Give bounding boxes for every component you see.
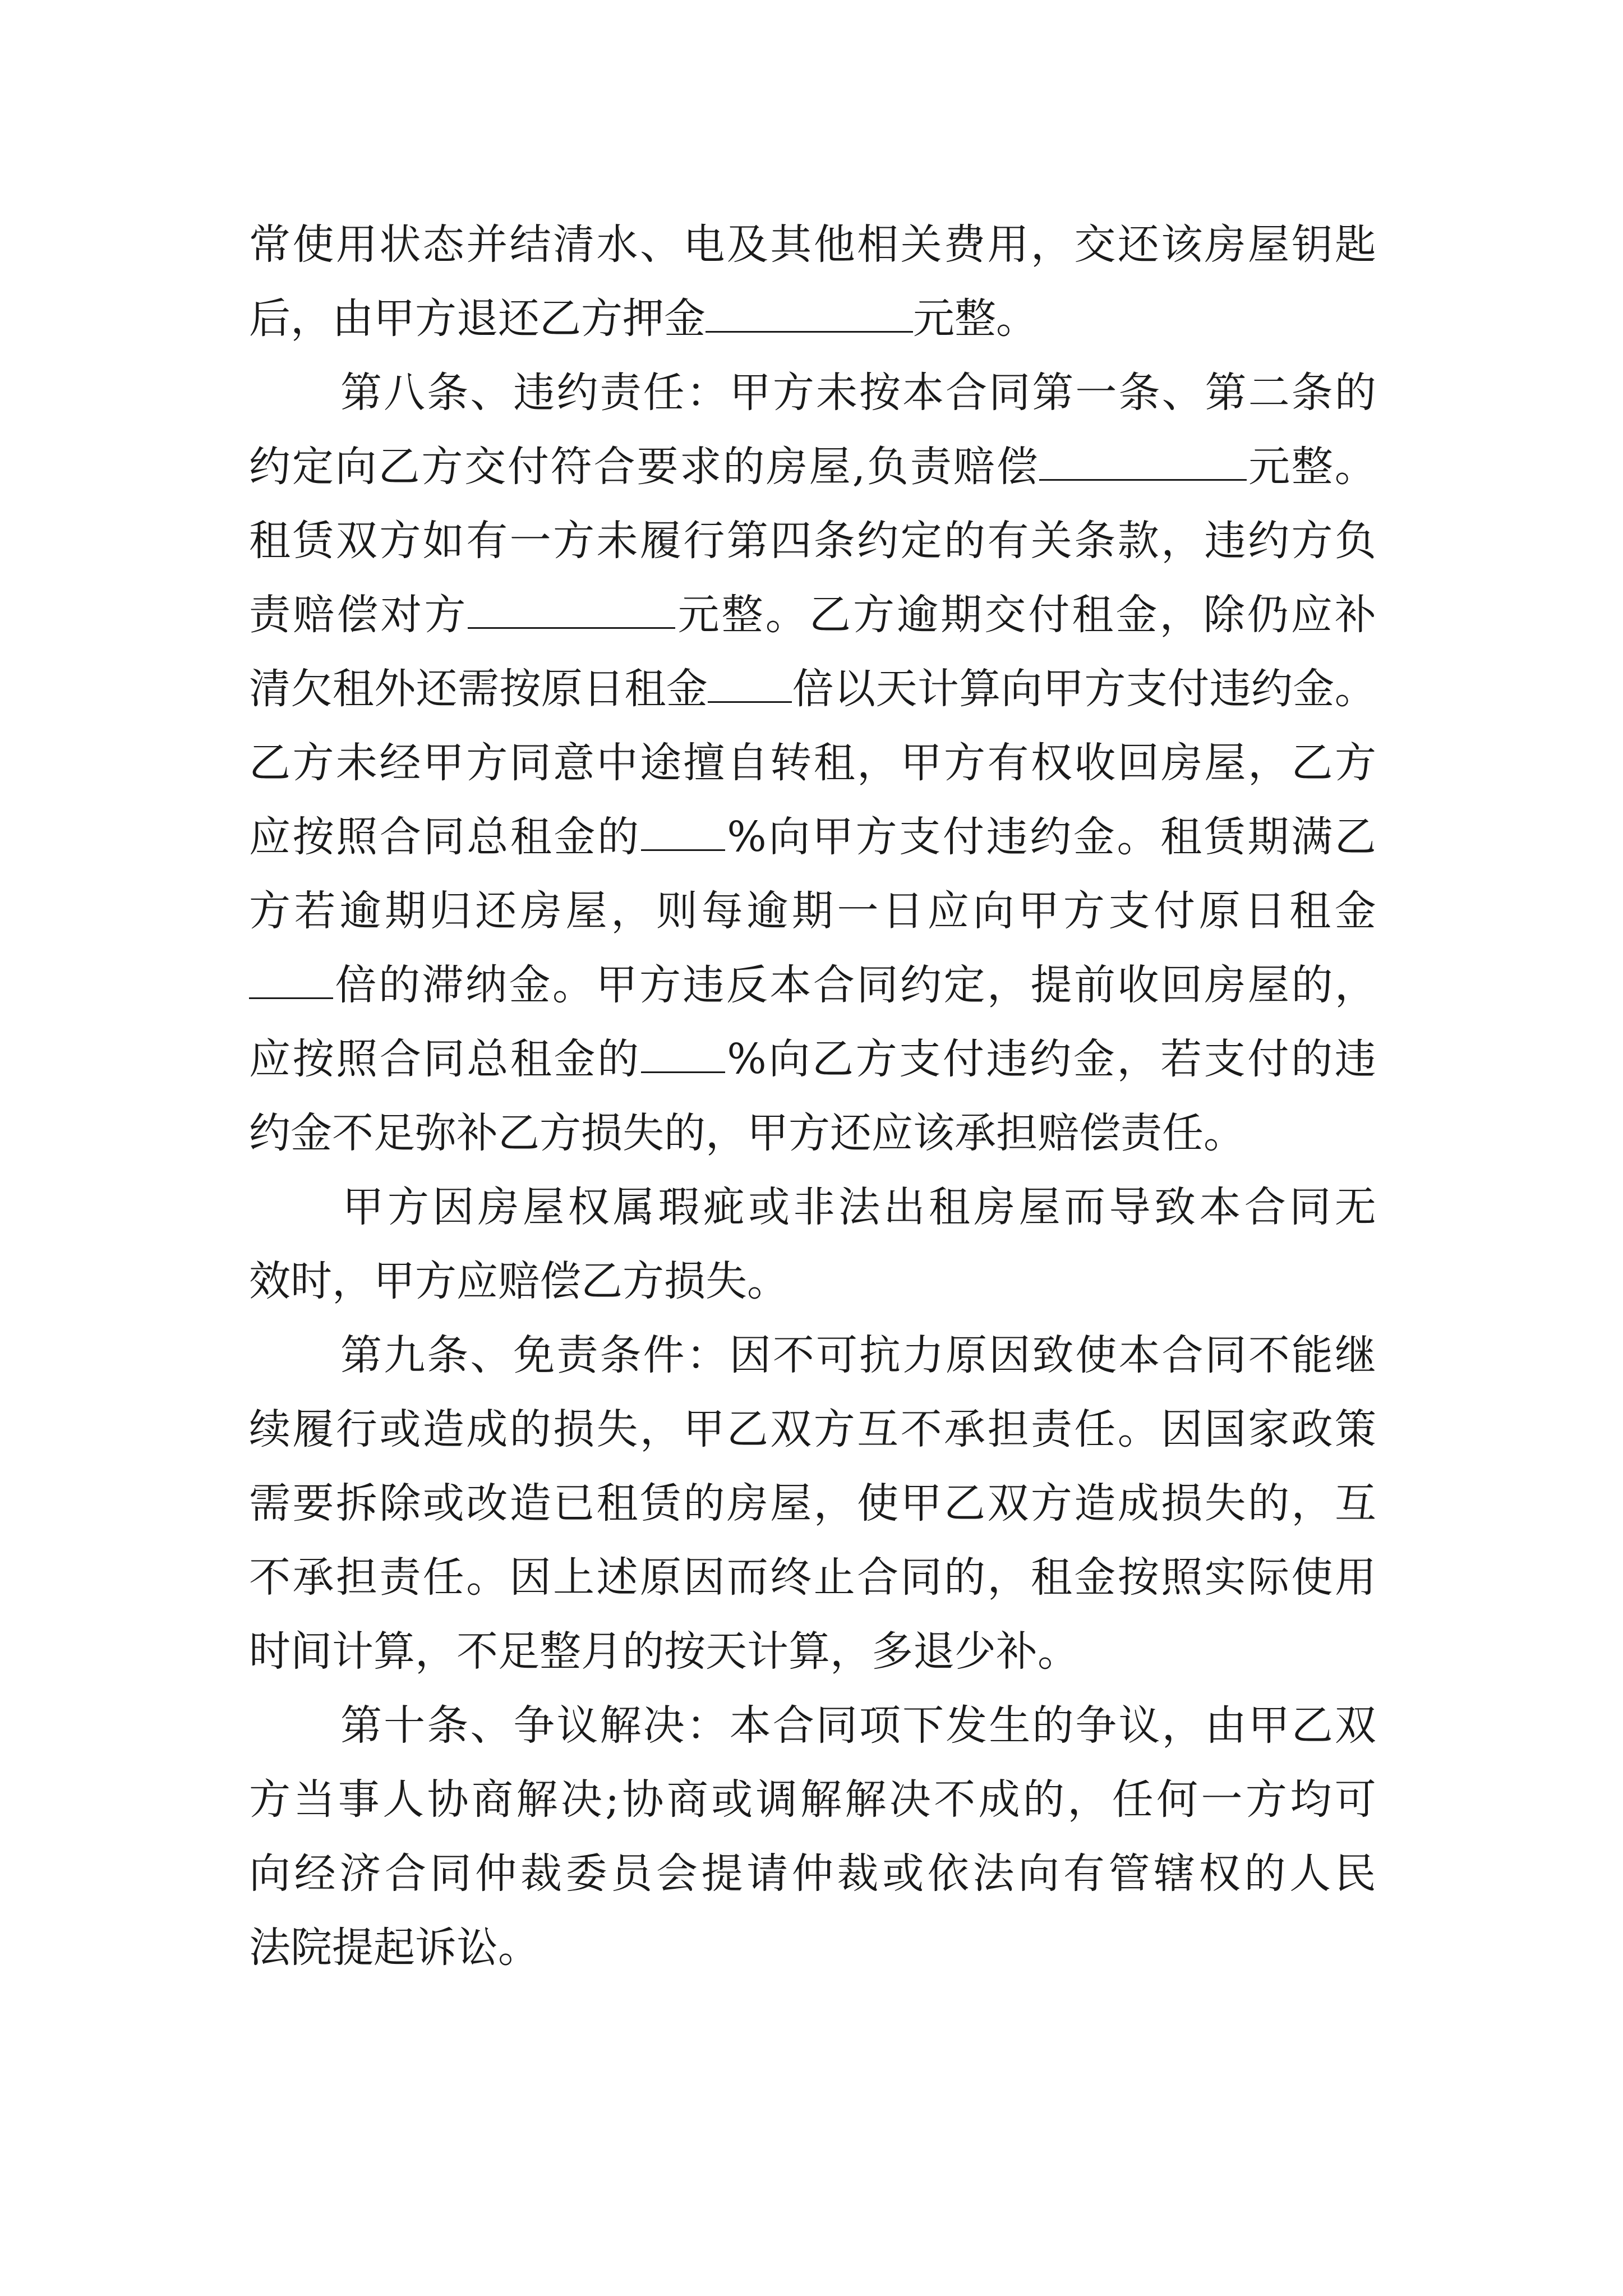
text-line [249,1614,1376,1688]
paragraph [249,1688,1376,1985]
text-line: 责 赔 偿 对 方 元 整 。 乙 方 逾 期 交 付 租 金 ， 除 仍 应 补 [249,591,1376,639]
text-line: 约 定 向 乙 方 交 付 符 合 要 求 的 房 屋 , 负 责 赔 偿 元 整 。 [249,443,1376,491]
paragraph [249,208,1376,356]
fill-in-blank [706,298,913,333]
text-segment: 后，由甲方退还乙方押金 [249,295,706,343]
text-line: 应 按 照 合 同 总 租 金 的 % 向 乙 方 支 付 违 约 金 ， 若 支 付 的 违 [249,1035,1376,1083]
paragraph [249,1170,1376,1318]
fill-in-blank [641,1039,725,1073]
text-segment: 效时，甲方应赔偿乙方损失。 [249,1257,789,1305]
text-line: 第 九 条 、 免 责 条 件 ： 因 不 可 抗 力 原 因 致 使 本 合 同 不 能 继 [340,1331,1376,1379]
text-line: 向 经 济 合 同 仲 裁 委 员 会 提 请 仲 裁 或 依 法 向 有 管 辖 权 的 人 民 [249,1849,1376,1898]
paragraph [249,1318,1376,1688]
text-line: 租 赁 双 方 如 有 一 方 未 履 行 第 四 条 约 定 的 有 关 条 款 ， 违 约 方 负 [249,517,1376,565]
fill-in-blank [641,817,725,851]
text-line: 需 要 拆 除 或 改 造 已 租 赁 的 房 屋 ， 使 甲 乙 双 方 造 成 损 失 的 ， 互 [249,1479,1376,1527]
text-line: 甲 方 因 房 屋 权 属 瑕 疵 或 非 法 出 租 房 屋 而 导 致 本 合 同 无 [342,1183,1376,1231]
fill-in-blank [468,595,675,629]
text-line [249,1911,1376,1985]
text-line: 常 使 用 状 态 并 结 清 水 、 电 及 其 他 相 关 费 用 ， 交 还 该 房 屋 钥 匙 [249,220,1376,269]
contract-body [249,208,1376,1985]
text-line: 不 承 担 责 任 。 因 上 述 原 因 而 终 止 合 同 的 ， 租 金 按 照 实 际 使 用 [249,1553,1376,1602]
text-line: 第 八 条 、 违 约 责 任 ： 甲 方 未 按 本 合 同 第 一 条 、 第 二 条 的 [340,369,1376,417]
text-line: 方 若 逾 期 归 还 房 屋 ， 则 每 逾 期 一 日 应 向 甲 方 支 付 原 日 租 金 [249,887,1376,935]
text-segment: 元整。 [913,295,1038,343]
text-line: 第 十 条 、 争 议 解 决 ： 本 合 同 项 下 发 生 的 争 议 ， 由 甲 乙 双 [340,1701,1376,1750]
text-line: 续 履 行 或 造 成 的 损 失 ， 甲 乙 双 方 互 不 承 担 责 任 。 因 国 家 政 策 [249,1405,1376,1453]
text-segment: 时间计算，不足整月的按天计算，多退少补。 [249,1627,1079,1676]
text-segment: 约金不足弥补乙方损失的，甲方还应该承担赔偿责任。 [249,1109,1245,1157]
text-line: 应 按 照 合 同 总 租 金 的 % 向 甲 方 支 付 违 约 金 。 租 赁 期 满 乙 [249,813,1376,861]
fill-in-blank [1039,447,1247,481]
fill-in-blank [249,965,333,999]
text-line: 乙 方 未 经 甲 方 同 意 中 途 擅 自 转 租 ， 甲 方 有 权 收 回 房 屋 ， 乙 方 [249,739,1376,787]
text-line: 清 欠 租 外 还 需 按 原 日 租 金 倍 以 天 计 算 向 甲 方 支 付 违 约 金 。 [249,665,1376,713]
text-line: 倍 的 滞 纳 金 。 甲 方 违 反 本 合 同 约 定 ， 提 前 收 回 房 屋 的 ， [249,948,1376,1022]
text-line [249,1244,1376,1318]
text-line: 方 当 事 人 协 商 解 决 ; 协 商 或 调 解 解 决 不 成 的 ， 任 何 一 方 均 可 [249,1775,1376,1824]
text-line [249,1096,1376,1170]
text-line [249,282,1376,356]
text-segment: 法院提起诉讼。 [249,1924,540,1972]
paragraph [249,356,1376,1170]
fill-in-blank [708,669,792,703]
